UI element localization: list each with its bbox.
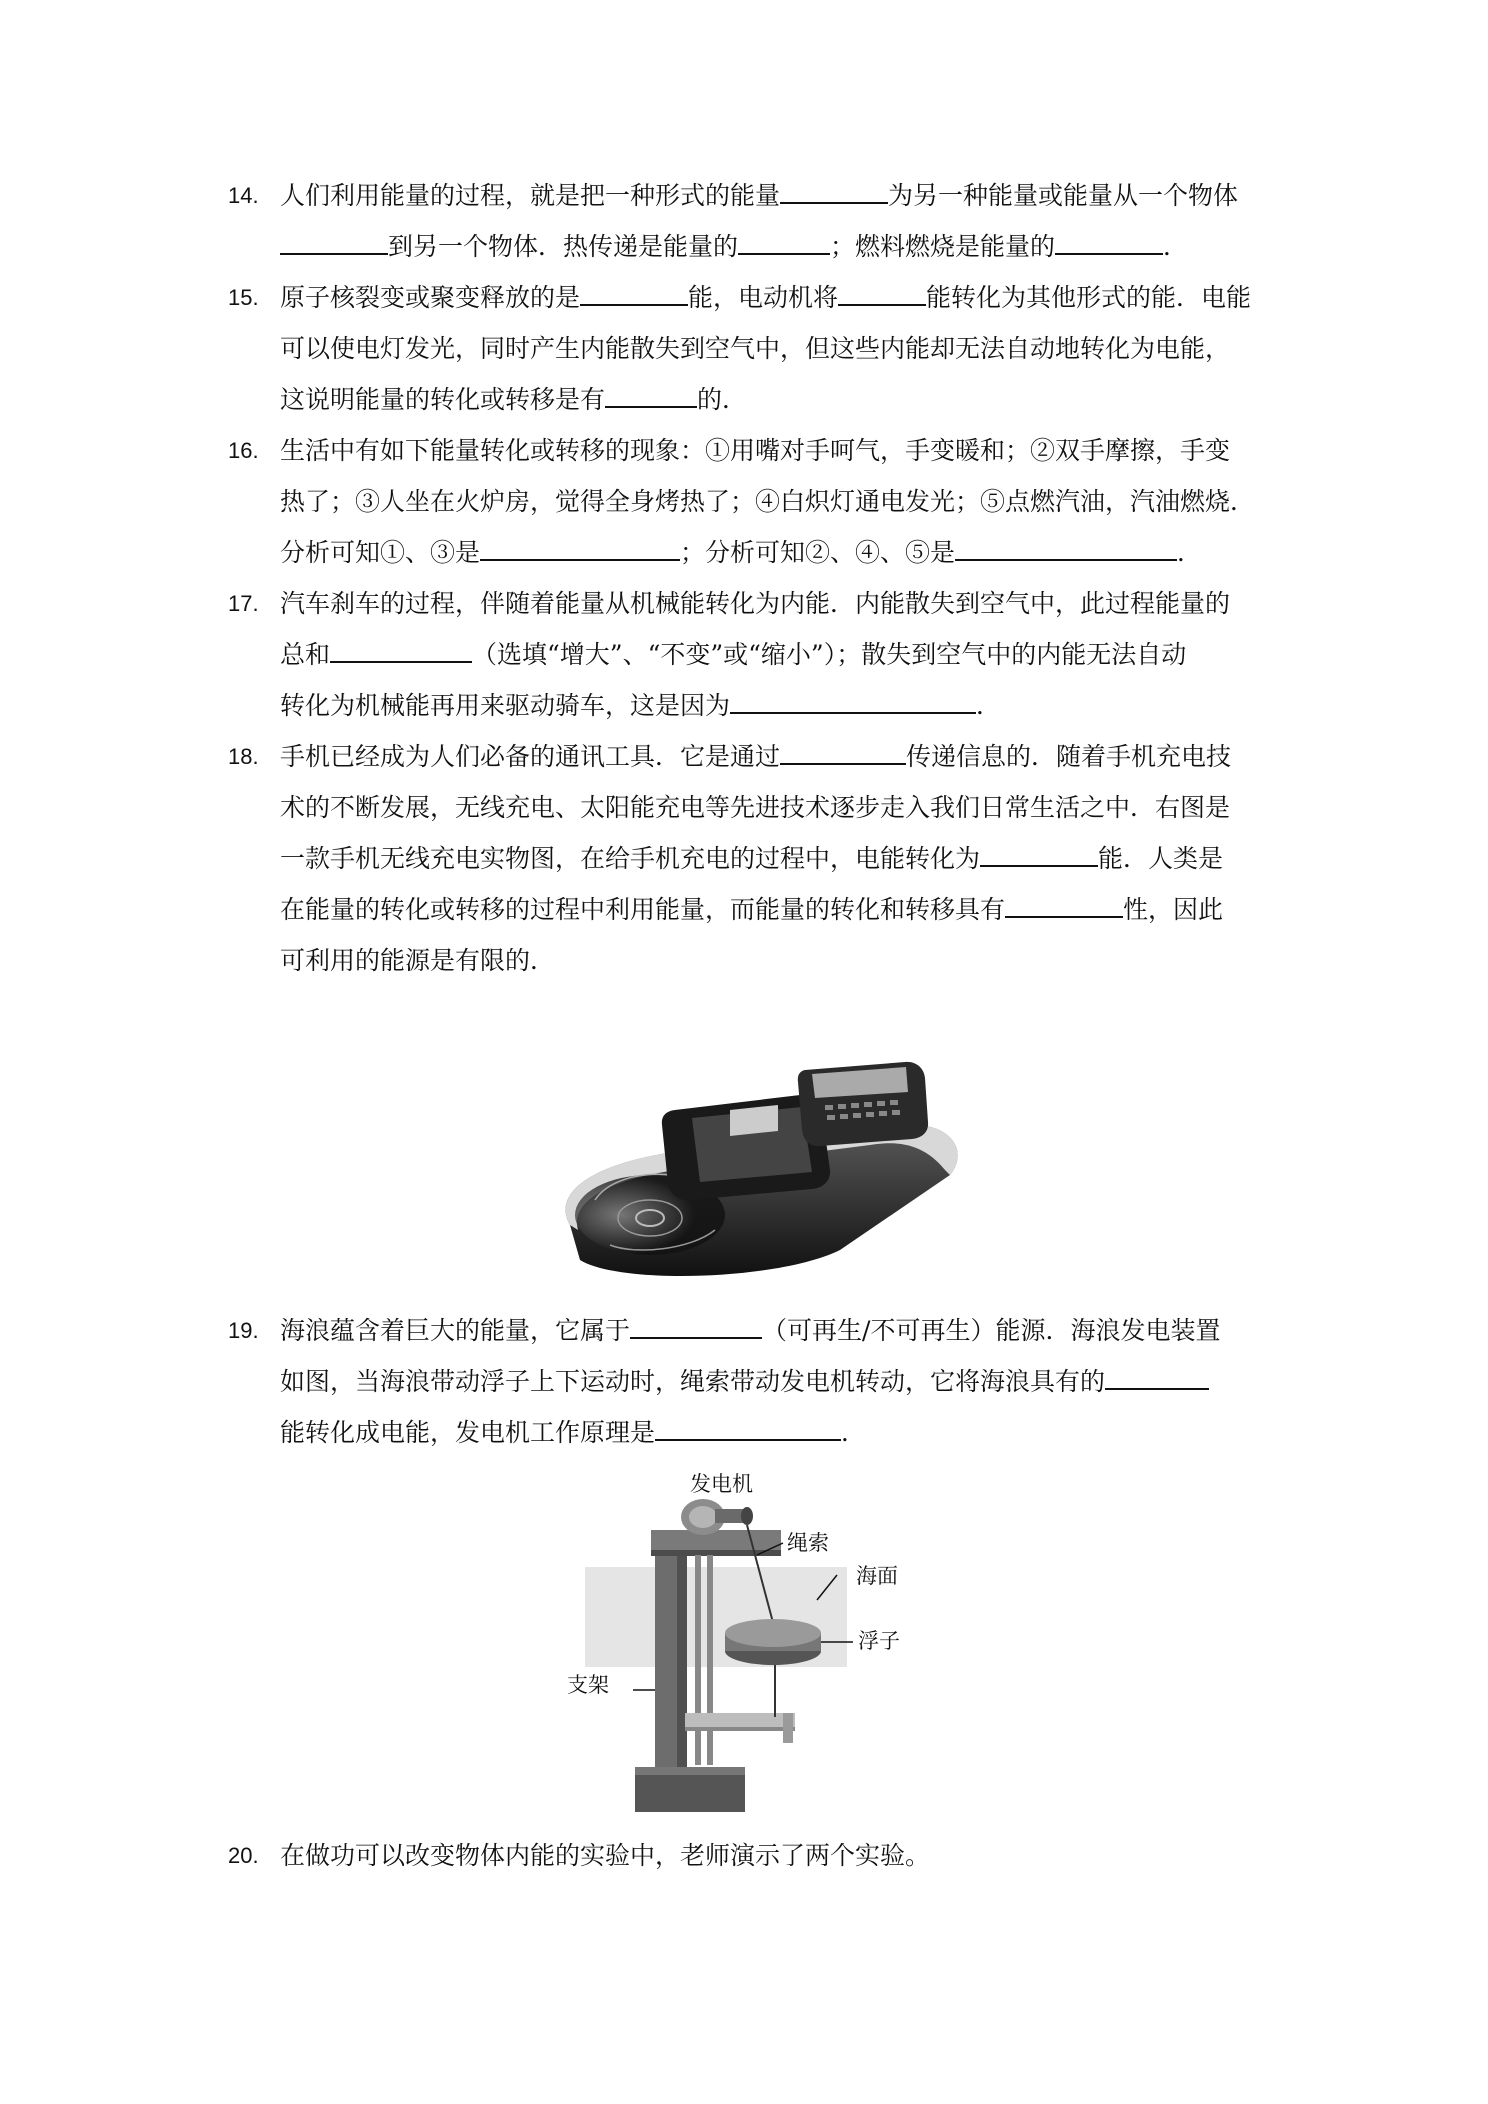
question-text: 能，电动机将: [688, 283, 839, 312]
answer-blank[interactable]: [605, 376, 697, 408]
question-number: 14.: [228, 183, 259, 208]
question-text-line: [280, 731, 1231, 783]
question-text-line: [280, 935, 555, 987]
question-text: 的．: [697, 385, 748, 414]
question-text: 可以使电灯发光，同时产生内能散失到空气中，但这些内能却无法自动地转化为电能，: [280, 334, 1231, 363]
question-number: 15.: [228, 285, 259, 310]
question-text-line: [280, 884, 1223, 936]
wave-power-device-diagram: [585, 1455, 885, 1815]
question-text: 术的不断发展，无线充电、太阳能充电等先进技术逐步走入我们日常生活之中．右图是: [280, 793, 1231, 822]
question-text-line: [280, 527, 1202, 579]
question-text-line: [280, 782, 1230, 834]
label-generator: 发电机: [690, 1472, 753, 1496]
answer-blank[interactable]: [480, 529, 680, 561]
question-text: ．: [841, 1418, 867, 1447]
answer-blank[interactable]: [1055, 223, 1163, 255]
question-number: 16.: [228, 438, 259, 463]
answer-blank[interactable]: [1105, 1358, 1209, 1390]
label-float: 浮子: [858, 1629, 900, 1653]
question-text: 传递信息的．随着手机充电技: [906, 742, 1232, 771]
question-text-line: [280, 680, 1001, 732]
question-text: （选填“增大”、“不变”或“缩小”）；散失到空气中的内能无法自动: [472, 640, 1187, 669]
question-text: 人们利用能量的过程，就是把一种形式的能量: [280, 181, 781, 210]
question-text: ；分析可知②、④、⑤是: [680, 538, 956, 567]
question-number: 19.: [228, 1318, 259, 1343]
question-text-line: [280, 1356, 1209, 1408]
float: [725, 1619, 821, 1665]
question-text: ．: [1163, 232, 1189, 261]
question-text: ．: [1177, 538, 1203, 567]
question-text: 总和: [280, 640, 331, 669]
question-text: （可再生/不可再生）能源．海浪发电装置: [762, 1316, 1221, 1345]
question-text-line: [280, 578, 1230, 630]
question-text: 可利用的能源是有限的．: [280, 946, 556, 975]
answer-blank[interactable]: [980, 835, 1098, 867]
question-text-line: [280, 272, 1251, 324]
question-number: 20.: [228, 1843, 259, 1868]
answer-blank[interactable]: [655, 1409, 841, 1441]
answer-blank[interactable]: [330, 631, 472, 663]
question-text: 能转化为其他形式的能．电能: [926, 283, 1252, 312]
question-text: 一款手机无线充电实物图，在给手机充电的过程中，电能转化为: [280, 844, 981, 873]
question-text: 这说明能量的转化或转移是有: [280, 385, 606, 414]
answer-blank[interactable]: [780, 172, 888, 204]
question-text: 手机已经成为人们必备的通讯工具．它是通过: [280, 742, 781, 771]
answer-blank[interactable]: [630, 1307, 762, 1339]
question-text: 生活中有如下能量转化或转移的现象：①用嘴对手呵气，手变暖和；②双手摩擦，手变: [280, 436, 1231, 465]
question-text-line: [280, 374, 747, 426]
question-text: 到另一个物体．热传递是能量的: [388, 232, 739, 261]
question-text-line: [280, 1830, 930, 1882]
question-text: 在能量的转化或转移的过程中利用能量，而能量的转化和转移具有: [280, 895, 1006, 924]
question-text-line: [280, 221, 1188, 273]
question-text-line: [280, 1407, 866, 1459]
question-text: 原子核裂变或聚变释放的是: [280, 283, 581, 312]
question-text: 为另一种能量或能量从一个物体: [888, 181, 1239, 210]
question-text: 能．人类是: [1098, 844, 1224, 873]
question-text: 能转化成电能，发电机工作原理是: [280, 1418, 656, 1447]
question-text: 如图，当海浪带动浮子上下运动时，绳索带动发电机转动，它将海浪具有的: [280, 1367, 1106, 1396]
question-text: 在做功可以改变物体内能的实验中，老师演示了两个实验。: [280, 1841, 931, 1870]
question-text: ．: [976, 691, 1002, 720]
question-text: 汽车刹车的过程，伴随着能量从机械能转化为内能．内能散失到空气中，此过程能量的: [280, 589, 1231, 618]
answer-blank[interactable]: [730, 682, 976, 714]
wireless-charger-photo: [540, 1050, 980, 1290]
question-number: 17.: [228, 591, 259, 616]
question-text: 分析可知①、③是: [280, 538, 481, 567]
answer-blank[interactable]: [580, 274, 688, 306]
question-text-line: [280, 323, 1230, 375]
answer-blank[interactable]: [1005, 886, 1123, 918]
question-text-line: [280, 833, 1223, 885]
answer-blank[interactable]: [838, 274, 926, 306]
answer-blank[interactable]: [280, 223, 388, 255]
label-sea-surface: 海面: [856, 1564, 898, 1588]
question-text: 海浪蕴含着巨大的能量，它属于: [280, 1316, 631, 1345]
question-text-line: [280, 1305, 1220, 1357]
question-text: ；燃料燃烧是能量的: [830, 232, 1056, 261]
question-text-line: [280, 629, 1186, 681]
answer-blank[interactable]: [738, 223, 830, 255]
question-number: 18.: [228, 744, 259, 769]
question-text: 性，因此: [1123, 895, 1224, 924]
question-text-line: [280, 476, 1255, 528]
generator: [681, 1499, 753, 1535]
question-text-line: [280, 425, 1230, 477]
label-support: 支架: [567, 1673, 609, 1697]
qwerty-phone: [798, 1062, 928, 1146]
answer-blank[interactable]: [955, 529, 1177, 561]
question-text: 热了；③人坐在火炉房，觉得全身烤热了；④白炽灯通电发光；⑤点燃汽油，汽油燃烧．: [280, 487, 1256, 516]
question-text: 转化为机械能再用来驱动骑车，这是因为: [280, 691, 731, 720]
answer-blank[interactable]: [780, 733, 906, 765]
label-rope: 绳索: [787, 1531, 829, 1555]
question-text-line: [280, 170, 1238, 222]
